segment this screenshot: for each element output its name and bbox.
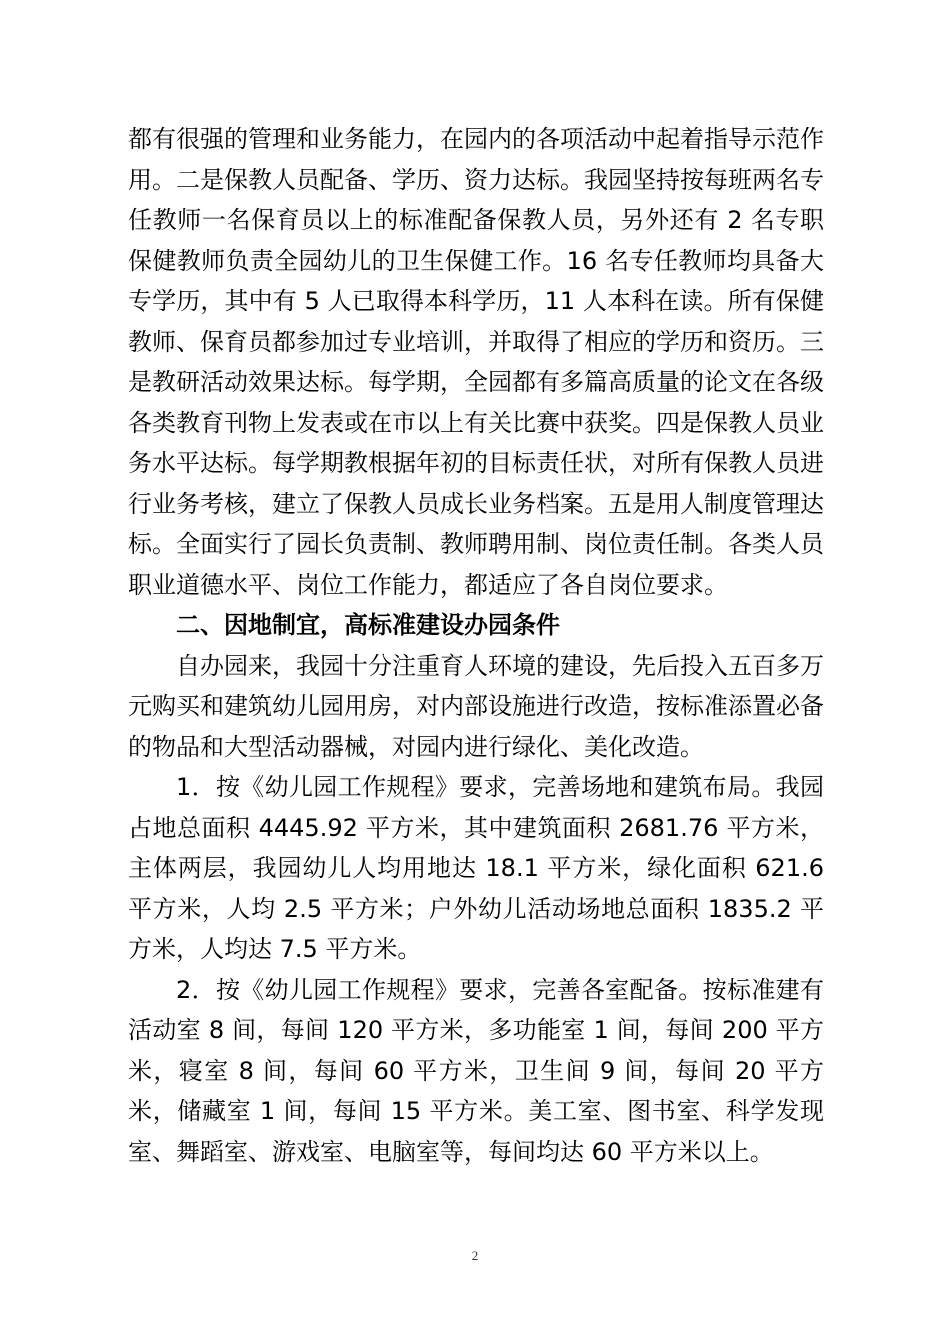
body-paragraph: 自办园来，我园十分注重育人环境的建设，先后投入五百多万元购买和建筑幼儿园用房，对内部设施进行改造，按标准添置必备的物品和大型活动器械，对园内进行绿化、美化改造。 [128, 651, 824, 761]
page-number: 2 [471, 1248, 479, 1263]
body-paragraph: 1．按《幼儿园工作规程》要求，完善场地和建筑布局。我园占地总面积 4445.92 平方米，其中建筑面积 2681.76 平方米，主体两层，我园幼儿人均用地达 18.1 平方米，绿化面积 621.6平方米，人均 2.5 平方米；户外幼儿活动场地总面积 1835.2 平方米，人均达 7.5 平方米。 [128, 773, 824, 963]
body-paragraph: 2．按《幼儿园工作规程》要求，完善各室配备。按标准建有活动室 8 间，每间 120 平方米，多功能室 1 间，每间 200 平方米，寝室 8 间，每间 60 平方米，卫生间 9 间，每间 20 平方米，储藏室 1 间，每间 15 平方米。美工室、图书室、科学发现室、舞蹈室、游戏室、电脑室等，每间均达 60 平方米以上。 [128, 975, 824, 1166]
document-body [128, 119, 824, 1172]
continuation-paragraph: 都有很强的管理和业务能力，在园内的各项活动中起着指导示范作用。二是保教人员配备、学历、资力达标。我园坚持按每班两名专任教师一名保育员以上的标准配备保教人员，另外还有 2 名专职保健教师负责全园幼儿的卫生保健工作。16 名专任教师均具备大专学历，其中有 5 人已取得本科学历，11 人本科在读。所有保健教师、保育员都参加过专业培训，并取得了相应的学历和资历。三是教研活动效果达标。每学期，全园都有多篇高质量的论文在各级各类教育刊物上发表或在市以上有关比赛中获奖。四是保教人员业务水平达标。每学期教根据年初的目标责任状，对所有保教人员进行业务考核，建立了保教人员成长业务档案。五是用人制度管理达标。全面实行了园长负责制、教师聘用制、岗位责任制。各类人员职业道德水平、岗位工作能力，都适应了各自岗位要求。 [128, 125, 824, 599]
section-heading: 二、因地制宜，高标准建设办园条件 [176, 611, 560, 639]
